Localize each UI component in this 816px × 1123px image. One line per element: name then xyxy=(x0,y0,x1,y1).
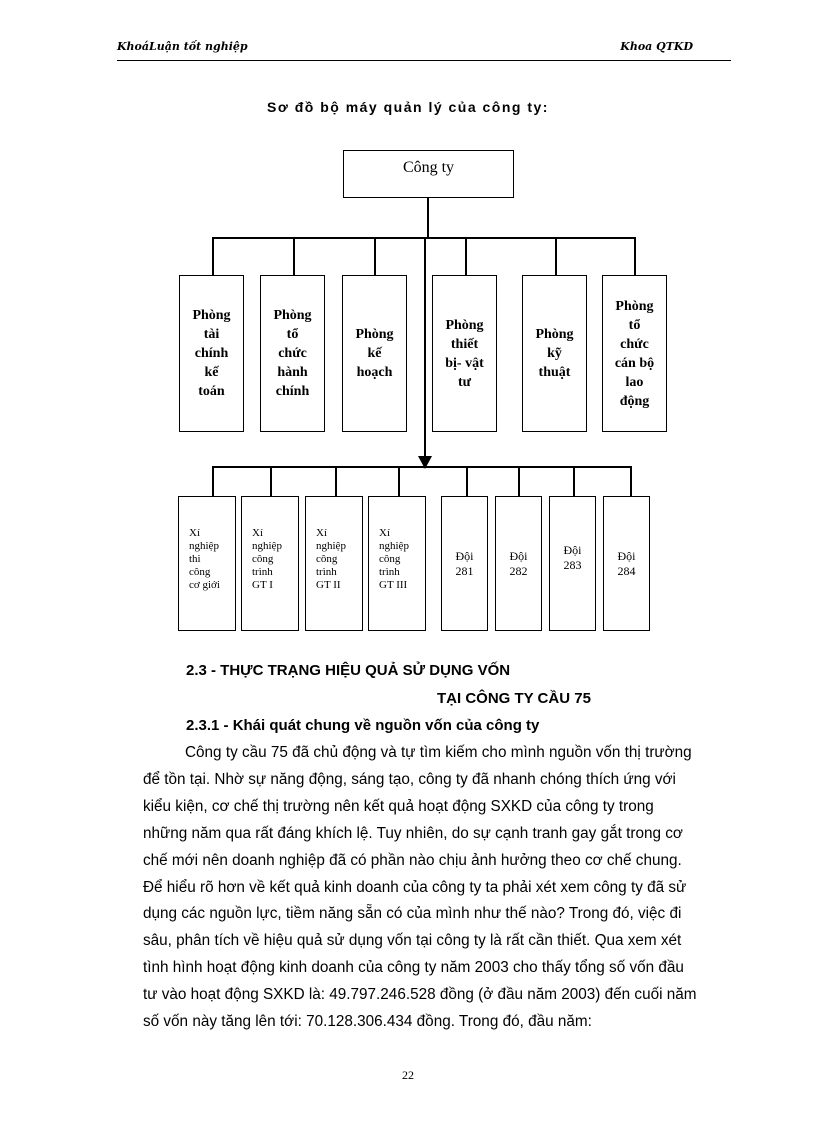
dept-box-technical xyxy=(522,275,587,432)
paragraph-line: Công ty cầu 75 đã chủ động và tự tìm kiếm cho mình nguồn vốn thị trường xyxy=(185,744,692,761)
paragraph-line: tư vào hoạt động SXKD là: 49.797.246.528 đồng (ở đầu năm 2003) đến cuối năm xyxy=(143,986,697,1004)
paragraph-line: Để hiểu rõ hơn về kết quả kinh doanh của công ty ta phải xét xem công ty đã sử xyxy=(143,878,687,896)
main-vertical-trunk xyxy=(424,238,426,460)
dept-label: Phòng kế hoạch xyxy=(355,327,394,380)
unit-label: Xí nghiệp công trình GT I xyxy=(252,527,282,591)
unit-box-enterprise-machinery xyxy=(178,496,236,631)
unit-drop-4 xyxy=(398,466,400,496)
dept-label: Phòng tổ chức cán bộ lao động xyxy=(614,298,655,409)
unit-box-team-281 xyxy=(441,496,488,631)
section-title-line1: 2.3 - THỰC TRẠNG HIỆU QUẢ SỬ DỤNG VỐN xyxy=(186,662,511,679)
unit-drop-2 xyxy=(270,466,272,496)
paragraph-line: để tồn tại. Nhờ sự năng động, sáng tạo, công ty đã nhanh chóng thích ứng với xyxy=(143,770,676,788)
paragraph-line: tình hình hoạt động kinh doanh của công ty năm 2003 cho thấy tổng số vốn đầu xyxy=(143,959,684,977)
dept-drop-6 xyxy=(634,237,636,275)
paragraph-line: dụng các nguồn lực, tiềm năng sẵn có của mình như thế nào? Trong đó, việc đi xyxy=(143,905,682,923)
dept-drop-3 xyxy=(374,237,376,275)
unit-drop-1 xyxy=(212,466,214,496)
unit-box-team-283 xyxy=(549,496,596,631)
unit-drop-5 xyxy=(466,466,468,496)
page-header xyxy=(117,38,731,61)
dept-box-personnel xyxy=(602,275,667,432)
unit-label: Đội 281 xyxy=(455,548,474,578)
dept-box-planning xyxy=(342,275,407,432)
unit-drop-7 xyxy=(573,466,575,496)
unit-label: Xí nghiệp thi công cơ giới xyxy=(189,527,220,591)
connector-top-to-dept-bus xyxy=(427,198,429,238)
unit-drop-3 xyxy=(335,466,337,496)
dept-label: Phòng tổ chức hành chính xyxy=(273,308,312,399)
section-subtitle: 2.3.1 - Khái quát chung về nguồn vốn của công ty xyxy=(186,717,540,734)
paragraph-line: kiểu kiện, cơ chế thị trường nên kết quả hoạt động SXKD của công ty trong xyxy=(143,797,654,815)
dept-label: Phòng tài chính kế toán xyxy=(192,308,231,399)
paragraph-line: số vốn này tăng lên tới: 70.128.306.434 đồng. Trong đó, đầu năm: xyxy=(143,1013,592,1031)
unit-box-team-282 xyxy=(495,496,542,631)
unit-label: Xí nghiệp công trình GT II xyxy=(316,527,346,591)
paragraph-line: chế mới nên doanh nghiệp đã có phần nào chịu ảnh hưởng theo cơ chế chung. xyxy=(143,851,682,869)
dept-box-finance xyxy=(179,275,244,432)
page-number: 22 xyxy=(402,1068,414,1082)
company-box: Công ty xyxy=(343,150,514,198)
unit-drop-6 xyxy=(518,466,520,496)
unit-label: Đội 283 xyxy=(563,542,582,572)
unit-bus-line xyxy=(212,466,632,468)
paragraph-line: những năm qua rất đáng khích lệ. Tuy nhiên, do sự cạnh tranh gay gắt trong cơ xyxy=(143,824,683,842)
unit-box-enterprise-gt2 xyxy=(305,496,363,631)
dept-box-equipment xyxy=(432,275,497,432)
dept-drop-1 xyxy=(212,237,214,275)
header-right-text: Khoa QTKD xyxy=(620,40,693,53)
dept-label: Phòng thiết bị- vật tư xyxy=(445,317,484,390)
paragraph-line: sâu, phân tích về hiệu quả sử dụng vốn tại công ty là rất cần thiết. Qua xem xét xyxy=(143,932,682,950)
unit-box-enterprise-gt1 xyxy=(241,496,299,631)
unit-box-enterprise-gt3 xyxy=(368,496,426,631)
unit-drop-8 xyxy=(630,466,632,496)
dept-drop-2 xyxy=(293,237,295,275)
dept-drop-5 xyxy=(555,237,557,275)
dept-drop-4 xyxy=(465,237,467,275)
unit-label: Xí nghiệp công trình GT III xyxy=(379,527,409,591)
dept-label: Phòng kỹ thuật xyxy=(535,327,574,380)
unit-label: Đội 282 xyxy=(509,548,528,578)
unit-box-team-284 xyxy=(603,496,650,631)
unit-label: Đội 284 xyxy=(617,548,636,578)
section-title-line2: TẠI CÔNG TY CẦU 75 xyxy=(437,690,591,707)
dept-box-admin xyxy=(260,275,325,432)
header-left-text: KhoáLuận tốt nghiệp xyxy=(117,40,248,53)
diagram-title: Sơ đồ bộ máy quản lý của công ty: xyxy=(267,99,549,115)
body-paragraph xyxy=(143,740,743,1036)
